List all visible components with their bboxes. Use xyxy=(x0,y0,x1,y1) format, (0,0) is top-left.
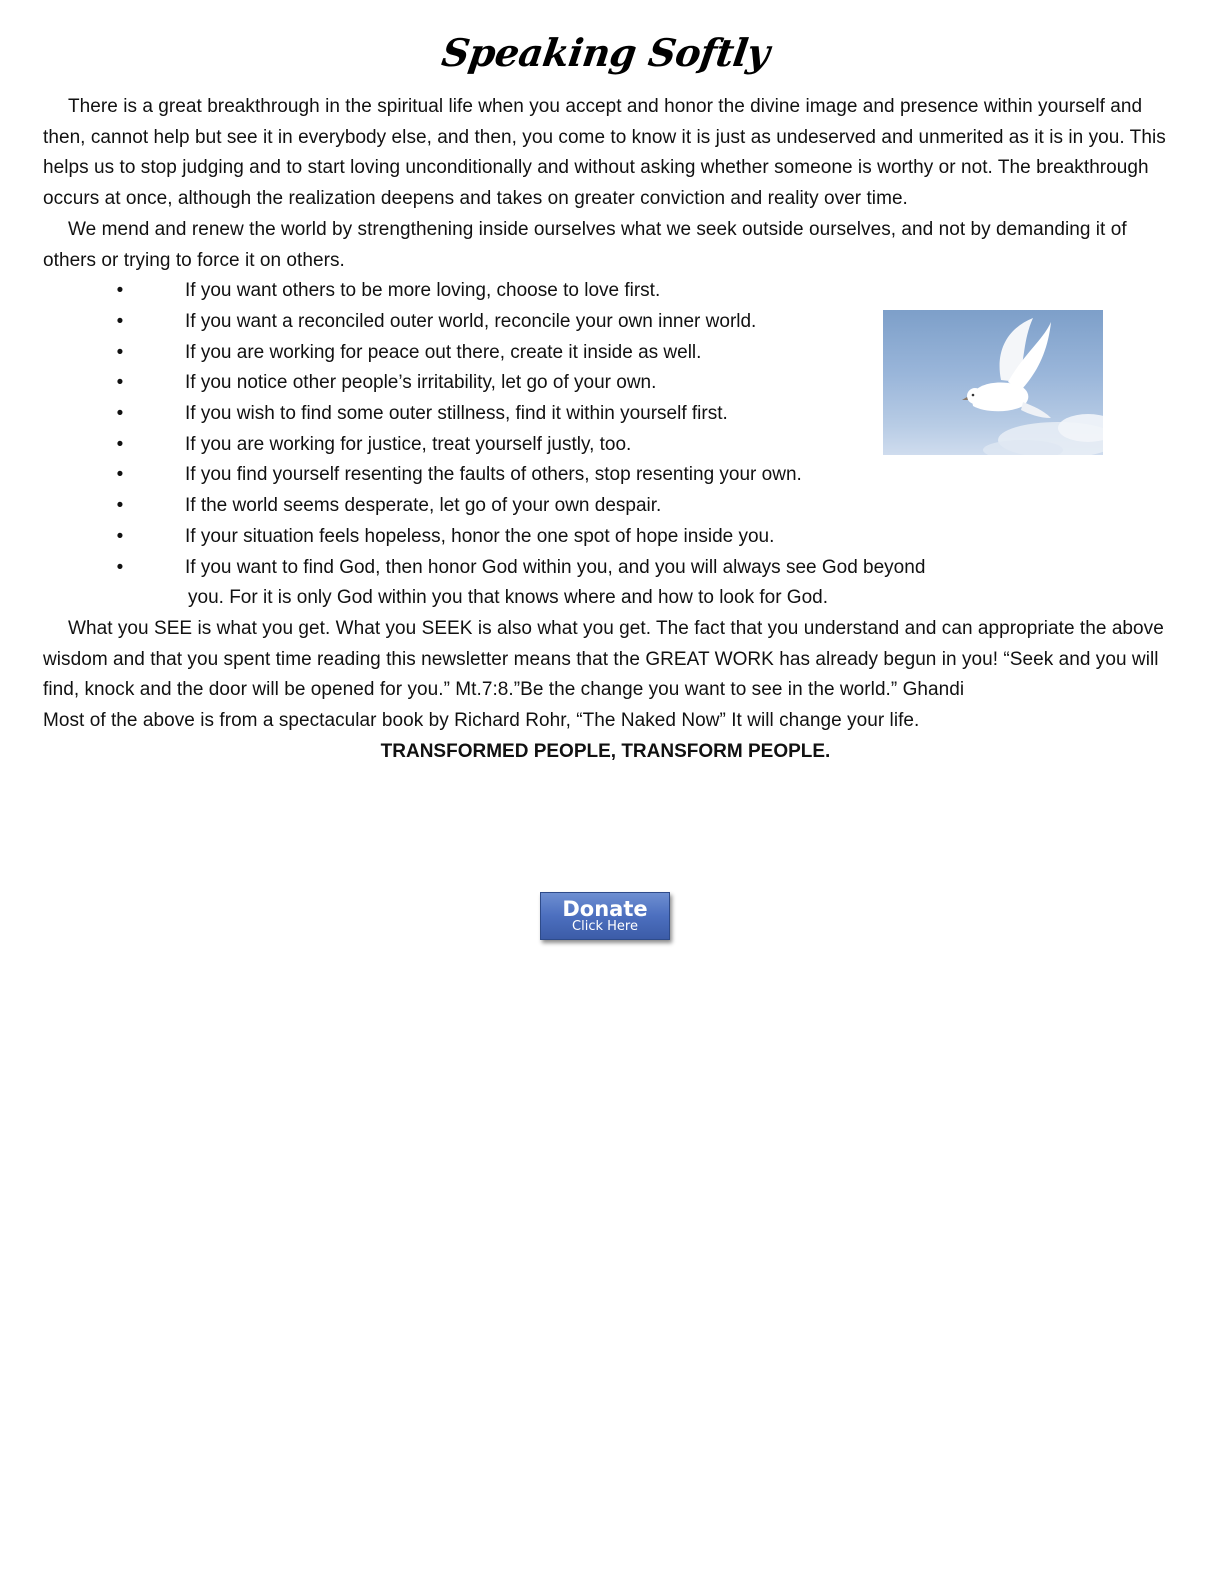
bullet-item xyxy=(43,522,985,553)
bullet-text: If you want a reconciled outer world, reconcile your own inner world. xyxy=(185,310,757,332)
intro-paragraph: There is a great breakthrough in the spiritual life when you accept and honor the divine image and presence within yourself and then, cannot help but see it in everybody else, and then, you come to know it is just as undeserved and unmerited as it is in you. This helps us to stop judging and to start loving unconditionally and without asking whether someone is worthy or not. The breakthrough occurs at once, although the realization deepens and takes on greater conviction and reality over time. xyxy=(43,96,1166,210)
bullet-item xyxy=(43,491,985,522)
bullet-text: If you wish to find some outer stillness, find it within yourself first. xyxy=(185,403,728,425)
page-title: Speaking Softly xyxy=(439,30,773,75)
closing-motto: TRANSFORMED PEOPLE, TRANSFORM PEOPLE. xyxy=(380,740,831,762)
bullet-icon: • xyxy=(116,403,124,425)
bullet-continuation: you. For it is only God within you that knows where and how to look for God. xyxy=(188,587,828,609)
bullet-item xyxy=(43,399,985,430)
bullet-item xyxy=(43,338,985,369)
bullet-text: If you want to find God, then honor God within you, and you will always see God beyond xyxy=(185,556,926,578)
bullet-icon: • xyxy=(116,556,124,578)
bullet-icon: • xyxy=(116,372,124,394)
mend-paragraph: We mend and renew the world by strengthening inside ourselves what we seek outside ourselves, and not by demanding it of others or trying to force it on others. xyxy=(43,218,1127,271)
bullet-text: If the world seems desperate, let go of your own despair. xyxy=(185,495,662,517)
bullet-text: If your situation feels hopeless, honor the one spot of hope inside you. xyxy=(185,525,775,547)
book-credit-paragraph: Most of the above is from a spectacular book by Richard Rohr, “The Naked Now” It will change your life. xyxy=(43,710,920,732)
bullet-icon: • xyxy=(116,433,124,455)
bullet-item xyxy=(43,368,985,399)
bullet-icon: • xyxy=(116,341,124,363)
bullet-text: If you notice other people’s irritability, let go of your own. xyxy=(185,372,657,394)
bullet-text: If you are working for peace out there, create it inside as well. xyxy=(185,341,702,363)
bullet-item xyxy=(43,460,1015,491)
bullet-item xyxy=(43,307,985,338)
bullet-item xyxy=(43,276,985,307)
bullet-item xyxy=(43,430,985,461)
bullet-icon: • xyxy=(116,495,124,517)
bullet-icon: • xyxy=(116,464,124,486)
bullet-text: If you want others to be more loving, choose to love first. xyxy=(185,280,661,302)
donate-sublabel: Click Here xyxy=(572,919,638,934)
dove-image xyxy=(883,310,1103,455)
bullet-text: If you are working for justice, treat yourself justly, too. xyxy=(185,433,632,455)
donate-label: Donate xyxy=(562,897,648,921)
bullet-item xyxy=(43,553,1015,614)
bullet-icon: • xyxy=(116,310,124,332)
bullet-icon: • xyxy=(116,525,124,547)
dove-icon xyxy=(883,310,1103,455)
see-seek-paragraph: What you SEE is what you get. What you SEEK is also what you get. The fact that you understand and can appropriate the above wisdom and that you spent time reading this newsletter means that the GREAT WORK has already begun in you! “Seek and you will find, knock and the door will be opened for you.” Mt.7:8.”Be the change you want to see in the world.” Ghandi xyxy=(43,617,1164,701)
bullet-icon: • xyxy=(116,280,124,302)
donate-button[interactable] xyxy=(540,892,670,940)
bullet-text: If you find yourself resenting the faults of others, stop resenting your own. xyxy=(185,464,802,486)
